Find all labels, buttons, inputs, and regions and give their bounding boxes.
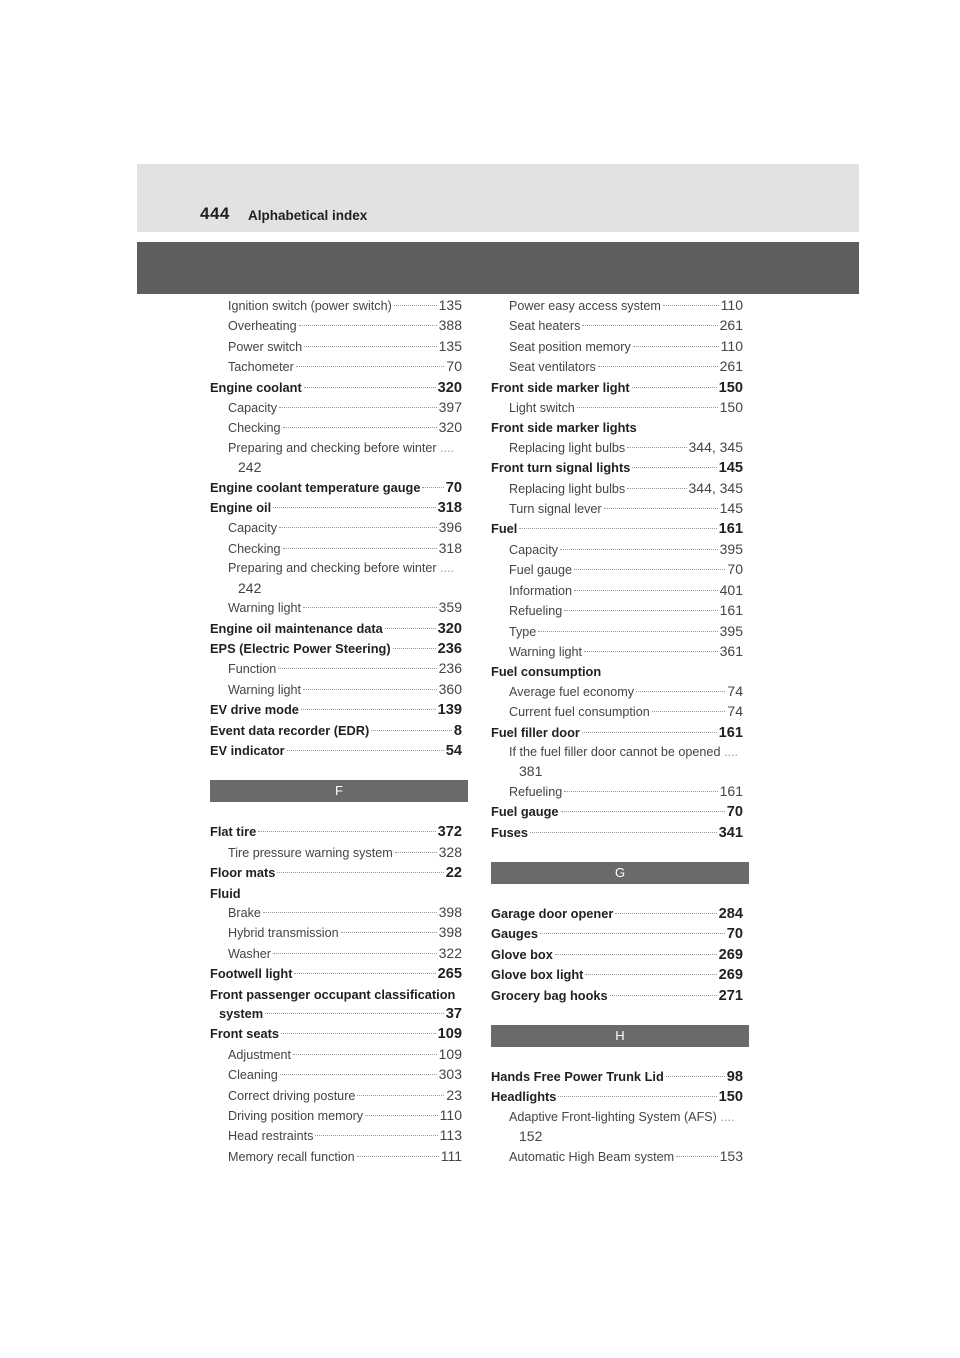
index-entry[interactable] (491, 1067, 743, 1087)
index-subentry[interactable] (210, 923, 462, 943)
dot-leader (299, 325, 437, 326)
entry-text: Fuel consumption (491, 664, 602, 680)
index-subentry[interactable] (491, 560, 743, 580)
entry-text: Automatic High Beam system (509, 1149, 675, 1164)
entry-page: 22 (445, 865, 462, 882)
index-entry[interactable] (491, 986, 743, 1006)
index-subentry[interactable] (210, 659, 462, 679)
entry-page: 320 (437, 620, 462, 637)
entry-text: Capacity (228, 521, 277, 536)
dot-leader: .... (436, 561, 455, 576)
entry-text: EV indicator (210, 742, 285, 758)
index-entry[interactable] (491, 458, 743, 478)
entry-text: Floor mats (210, 865, 276, 881)
entry-text: Tachometer (228, 360, 294, 375)
entry-text: Engine oil (210, 500, 272, 516)
index-subentry[interactable] (491, 296, 743, 316)
entry-text: system (219, 1006, 264, 1021)
entry-text: Preparing and checking before winter (228, 561, 437, 576)
section-banner (137, 242, 859, 294)
dot-leader (582, 732, 717, 733)
index-entry[interactable] (210, 498, 462, 518)
dot-leader (561, 811, 725, 812)
entry-text: Information (509, 583, 572, 598)
header-band (137, 164, 859, 232)
entry-text: If the fuel filler door cannot be opened (509, 744, 721, 759)
entry-text: Cleaning (228, 1068, 278, 1083)
entry-page: 361 (719, 642, 743, 659)
index-entry[interactable] (210, 378, 462, 398)
dot-leader (540, 933, 725, 934)
dot-leader (663, 305, 719, 306)
dot-leader (279, 407, 437, 408)
index-entry[interactable] (210, 700, 462, 720)
entry-text: Function (228, 662, 277, 677)
entry-page: 320 (438, 419, 462, 436)
entry-page: 344, 345 (688, 479, 743, 496)
entry-text: Seat heaters (509, 319, 581, 334)
dot-leader (258, 831, 435, 832)
entry-page: 265 (437, 966, 462, 983)
entry-page: 70 (726, 804, 743, 821)
dot-leader (294, 973, 435, 974)
entry-text: Checking (228, 421, 281, 436)
entry-page: 161 (718, 521, 743, 538)
entry-text: Flat tire (210, 824, 257, 840)
dot-leader (385, 628, 436, 629)
index-subentry[interactable] (210, 316, 462, 336)
dot-leader (304, 387, 436, 388)
index-subentry[interactable] (491, 499, 743, 519)
index-entry[interactable] (491, 519, 743, 539)
entry-page: 70 (446, 358, 462, 375)
entry-text: Overheating (228, 319, 297, 334)
dot-leader (627, 488, 686, 489)
dot-leader (283, 427, 437, 428)
entry-text: Memory recall function (228, 1149, 355, 1164)
dot-leader (627, 447, 686, 448)
index-entry[interactable] (210, 884, 462, 903)
index-subentry[interactable] (210, 296, 462, 316)
entry-page: 150 (718, 379, 743, 396)
entry-page: 145 (719, 500, 743, 517)
entry-page: 54 (445, 742, 462, 759)
dot-leader (582, 325, 717, 326)
entry-text: Driving position memory (228, 1109, 364, 1124)
entry-text: Hybrid transmission (228, 926, 339, 941)
entry-text: Fuel gauge (509, 563, 573, 578)
index-subentry[interactable] (491, 1147, 743, 1167)
dot-leader (574, 569, 725, 570)
index-entry[interactable] (210, 1004, 462, 1024)
entry-page: 303 (438, 1066, 462, 1083)
index-subentry[interactable] (210, 398, 462, 418)
dot-leader (564, 610, 717, 611)
entry-text: Current fuel consumption (509, 705, 650, 720)
index-entry[interactable] (491, 802, 743, 822)
entry-page: 110 (720, 337, 743, 354)
dot-leader (303, 607, 437, 608)
entry-page: 360 (438, 680, 462, 697)
entry-text: Head restraints (228, 1129, 314, 1144)
dot-leader (357, 1156, 439, 1157)
index-entry[interactable] (210, 964, 462, 984)
index-entry[interactable] (491, 418, 743, 437)
entry-page: 398 (438, 903, 462, 920)
dot-leader (265, 1013, 444, 1014)
dot-leader (585, 974, 716, 975)
entry-text: Warning light (228, 601, 302, 616)
entry-page: 320 (437, 379, 462, 396)
entry-page: 70 (727, 561, 743, 578)
entry-text: Tire pressure warning system (228, 845, 393, 860)
entry-page: 110 (720, 297, 743, 313)
dot-leader (315, 1135, 437, 1136)
index-subentry[interactable] (491, 642, 743, 662)
entry-page: 150 (719, 399, 743, 416)
entry-text: Warning light (509, 644, 583, 659)
entry-page: 318 (437, 500, 462, 517)
entry-page: 150 (718, 1089, 743, 1106)
dot-leader (263, 912, 437, 913)
dot-leader (558, 1096, 716, 1097)
index-subentry[interactable] (491, 540, 743, 560)
entry-text: Event data recorder (EDR) (210, 722, 370, 738)
dot-leader (395, 852, 437, 853)
entry-text: Grocery bag hooks (491, 987, 608, 1003)
entry-page: 261 (719, 358, 743, 375)
entry-page: 341 (718, 824, 743, 841)
entry-text: Engine oil maintenance data (210, 620, 383, 636)
index-subentry[interactable] (491, 581, 743, 601)
entry-text: Fuel filler door (491, 724, 580, 740)
entry-page: 110 (439, 1107, 462, 1124)
entry-text: Refueling (509, 604, 563, 619)
section-letter-h: H (491, 1025, 749, 1047)
index-subentry[interactable] (210, 539, 462, 559)
dot-leader (277, 872, 443, 873)
entry-page: 269 (718, 967, 743, 984)
index-subentry[interactable] (491, 682, 743, 702)
entry-page: 395 (719, 540, 743, 557)
index-subentry[interactable] (210, 418, 462, 438)
entry-text: Adjustment (228, 1047, 291, 1062)
entry-text: Glove box light (491, 967, 584, 983)
dot-leader (632, 387, 717, 388)
dot-leader (676, 1156, 717, 1157)
dot-leader (564, 791, 717, 792)
index-subentry[interactable] (210, 439, 462, 478)
dot-leader (273, 507, 435, 508)
entry-text: Warning light (228, 682, 302, 697)
entry-text: Front passenger occupant classification (210, 986, 456, 1002)
index-subentry[interactable] (491, 337, 743, 357)
entry-page: 74 (727, 703, 743, 720)
dot-leader: .... (720, 744, 738, 759)
dot-leader (365, 1115, 438, 1116)
dot-leader (604, 508, 718, 509)
index-entry[interactable] (210, 639, 462, 659)
entry-page: 271 (718, 987, 743, 1004)
entry-page: 109 (438, 1045, 462, 1062)
index-subentry[interactable] (210, 1126, 462, 1146)
dot-leader: .... (436, 440, 455, 455)
dot-leader (615, 913, 716, 914)
entry-text: Adaptive Front-lighting System (AFS) (509, 1109, 717, 1124)
index-subentry[interactable] (210, 944, 462, 964)
entry-page: 109 (437, 1026, 462, 1043)
entry-page: 236 (438, 660, 462, 677)
dot-leader (636, 691, 725, 692)
entry-text: Capacity (228, 401, 277, 416)
entry-text: Checking (228, 541, 281, 556)
entry-text: Front side marker lights (491, 420, 637, 436)
entry-page: 98 (726, 1069, 743, 1085)
entry-text: Fluid (210, 885, 241, 901)
entry-text: Hands Free Power Trunk Lid (491, 1069, 664, 1084)
entry-text: Gauges (491, 926, 538, 942)
index-subentry[interactable] (491, 316, 743, 336)
entry-text: Washer (228, 946, 271, 961)
entry-page: 242 (238, 459, 262, 476)
entry-text: Type (509, 624, 537, 639)
dot-leader (422, 487, 443, 488)
entry-text: Fuses (491, 824, 528, 840)
entry-page: 161 (719, 782, 743, 799)
dot-leader (393, 648, 436, 649)
entry-page: 372 (437, 824, 462, 841)
dot-leader (394, 305, 437, 306)
entry-page: 396 (438, 519, 462, 536)
index-subentry[interactable] (210, 337, 462, 357)
index-subentry[interactable] (491, 357, 743, 377)
entry-text: Fuel gauge (491, 804, 559, 820)
entry-text: Front turn signal lights (491, 460, 631, 476)
entry-text: Power switch (228, 339, 303, 354)
dot-leader (598, 366, 718, 367)
index-subentry[interactable] (210, 1106, 462, 1126)
entry-page: 74 (727, 682, 743, 699)
entry-text: Turn signal lever (509, 502, 602, 517)
dot-leader (293, 1054, 437, 1055)
index-subentry[interactable] (210, 1065, 462, 1085)
index-subentry[interactable] (491, 743, 743, 782)
dot-leader (303, 689, 437, 690)
dot-leader (584, 651, 718, 652)
entry-text: Capacity (509, 542, 558, 557)
dot-leader (633, 346, 719, 347)
dot-leader (287, 750, 444, 751)
index-subentry[interactable] (210, 518, 462, 538)
entry-page: 111 (440, 1147, 462, 1164)
index-entry[interactable] (210, 478, 462, 498)
entry-text: Garage door opener (491, 905, 614, 921)
entry-page: 344, 345 (688, 438, 743, 455)
index-subentry[interactable] (491, 1108, 743, 1147)
entry-page: 328 (438, 843, 462, 860)
entry-text: Engine coolant (210, 379, 302, 395)
dot-leader (279, 527, 437, 528)
entry-page: 70 (726, 926, 743, 943)
index-subentry[interactable] (491, 438, 743, 458)
entry-text: Brake (228, 905, 261, 920)
entry-page: 242 (238, 579, 262, 596)
entry-text: Glove box (491, 946, 553, 962)
dot-leader (371, 730, 452, 731)
entry-page: 322 (438, 944, 462, 961)
entry-page: 269 (718, 946, 743, 963)
index-entry[interactable] (210, 1024, 462, 1044)
entry-text: EV drive mode (210, 702, 299, 718)
dot-leader (577, 407, 718, 408)
entry-page: 398 (438, 924, 462, 941)
entry-text: Refueling (509, 784, 563, 799)
index-entry[interactable] (491, 904, 743, 924)
entry-page: 359 (438, 599, 462, 616)
entry-page: 70 (445, 479, 462, 496)
entry-text: Footwell light (210, 966, 293, 982)
entry-text: Light switch (509, 401, 575, 416)
entry-page: 284 (718, 905, 743, 922)
entry-page: 381 (519, 763, 543, 780)
entry-page: 113 (439, 1127, 462, 1144)
index-subentry[interactable] (491, 702, 743, 722)
index-subentry[interactable] (210, 843, 462, 863)
entry-text: Engine coolant temperature gauge (210, 479, 421, 495)
dot-leader (283, 548, 437, 549)
dot-leader (301, 709, 436, 710)
dot-leader (560, 549, 718, 550)
index-subentry[interactable] (210, 680, 462, 700)
dot-leader (632, 467, 716, 468)
index-entry[interactable] (210, 741, 462, 761)
index-subentry[interactable] (491, 479, 743, 499)
dot-leader (519, 528, 716, 529)
index-entry[interactable] (210, 822, 462, 842)
dot-leader (280, 1074, 437, 1075)
entry-page: 153 (719, 1147, 743, 1164)
index-entry[interactable] (210, 721, 462, 741)
dot-leader (357, 1095, 444, 1096)
entry-text: Fuel (491, 521, 518, 537)
index-entry[interactable] (491, 945, 743, 965)
index-subentry[interactable] (210, 1045, 462, 1065)
entry-page: 388 (438, 317, 462, 334)
index-entry[interactable] (210, 985, 462, 1004)
entry-text: Seat position memory (509, 339, 631, 354)
index-entry[interactable] (210, 619, 462, 639)
dot-leader (278, 668, 436, 669)
entry-text: Headlights (491, 1089, 557, 1105)
dot-leader (296, 366, 445, 367)
entry-text: Power easy access system (509, 299, 661, 313)
section-letter-g: G (491, 862, 749, 884)
index-entry[interactable] (491, 723, 743, 743)
entry-text: Average fuel economy (509, 684, 635, 699)
section-letter-f: F (210, 780, 468, 802)
index-subentry[interactable] (491, 601, 743, 621)
dot-leader (555, 954, 717, 955)
entry-page: 401 (719, 581, 743, 598)
entry-page: 135 (438, 337, 462, 354)
index-entry[interactable] (491, 662, 743, 681)
dot-leader (574, 590, 718, 591)
entry-text: Correct driving posture (228, 1088, 356, 1103)
entry-text: Replacing light bulbs (509, 440, 626, 455)
index-entry[interactable] (491, 1087, 743, 1107)
index-subentry[interactable] (491, 398, 743, 418)
page-number: 444 (200, 204, 230, 223)
entry-text: Replacing light bulbs (509, 481, 626, 496)
entry-page: 161 (719, 602, 743, 619)
index-column-left (210, 296, 462, 1167)
entry-page: 236 (437, 640, 462, 657)
index-entry[interactable] (491, 965, 743, 985)
entry-page: 261 (719, 317, 743, 334)
entry-page: 8 (453, 722, 462, 739)
index-subentry[interactable] (210, 903, 462, 923)
dot-leader (341, 932, 437, 933)
entry-page: 161 (718, 724, 743, 741)
index-entry[interactable] (491, 378, 743, 398)
index-subentry[interactable] (491, 622, 743, 642)
index-entry[interactable] (491, 924, 743, 944)
index-subentry[interactable] (210, 559, 462, 598)
dot-leader (652, 711, 726, 712)
entry-page: 152 (519, 1128, 543, 1145)
entry-text: EPS (Electric Power Steering) (210, 640, 391, 656)
dot-leader (538, 631, 717, 632)
index-entry[interactable] (210, 863, 462, 883)
dot-leader (666, 1076, 725, 1077)
index-entry[interactable] (491, 823, 743, 843)
entry-text: Seat ventilators (509, 360, 596, 375)
entry-text: Ignition switch (power switch) (228, 299, 392, 313)
entry-page: 139 (437, 702, 462, 719)
dot-leader: .... (716, 1109, 735, 1124)
entry-page: 37 (445, 1006, 462, 1022)
index-subentry[interactable] (210, 1147, 462, 1167)
entry-page: 145 (718, 460, 743, 477)
dot-leader (530, 832, 717, 833)
index-subentry[interactable] (210, 598, 462, 618)
index-column-right (491, 296, 743, 1167)
dot-leader (281, 1033, 436, 1034)
entry-page: 318 (438, 539, 462, 556)
dot-leader (273, 953, 437, 954)
dot-leader (304, 346, 436, 347)
index-subentry[interactable] (210, 1086, 462, 1106)
index-subentry[interactable] (210, 357, 462, 377)
page-title: Alphabetical index (248, 208, 368, 223)
entry-text: Front side marker light (491, 379, 630, 395)
index-subentry[interactable] (491, 782, 743, 802)
entry-page: 397 (438, 399, 462, 416)
entry-page: 395 (719, 622, 743, 639)
entry-text: Preparing and checking before winter (228, 440, 437, 455)
dot-leader (610, 995, 717, 996)
entry-page: 135 (438, 297, 462, 313)
entry-page: 23 (446, 1086, 462, 1103)
entry-text: Front seats (210, 1026, 279, 1042)
